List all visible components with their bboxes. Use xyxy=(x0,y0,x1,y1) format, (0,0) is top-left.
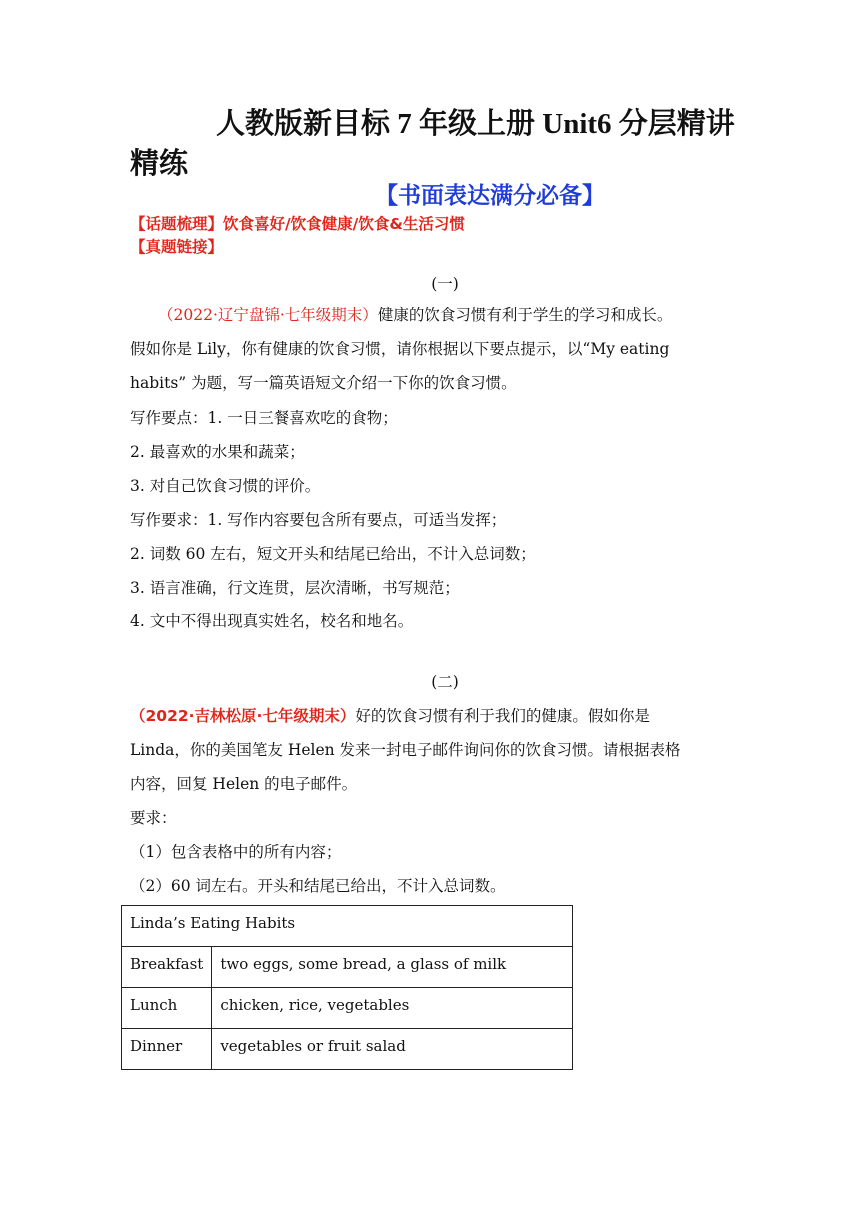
links-label: 【真题链接】 xyxy=(130,238,224,256)
meal-cell: Breakfast xyxy=(122,947,212,988)
table-row xyxy=(122,947,573,988)
writing-points-3: 3. 对自己饮食习惯的评价。 xyxy=(130,477,321,495)
food-cell: vegetables or fruit salad xyxy=(212,1029,573,1070)
part-1-intro-line-2: 假如你是 Lily，你有健康的饮食习惯，请你根据以下要点提示，以“My eating xyxy=(130,340,670,358)
part-2-intro-text: 好的饮食习惯有利于我们的健康。假如你是 xyxy=(355,707,650,725)
part-1-intro-line-3: habits” 为题，写一篇英语短文介绍一下你的饮食习惯。 xyxy=(130,374,517,392)
writing-req-2: 2. 词数 60 左右，短文开头和结尾已给出，不计入总词数； xyxy=(130,545,536,563)
part-2-req-title: 要求： xyxy=(130,809,177,827)
writing-req-1: 写作要求：1. 写作内容要包含所有要点，可适当发挥； xyxy=(130,511,507,529)
writing-points-1: 写作要点：1. 一日三餐喜欢吃的食物； xyxy=(130,409,398,427)
meal-cell: Dinner xyxy=(122,1029,212,1070)
part-2-req-2: （2）60 词左右。开头和结尾已给出，不计入总词数。 xyxy=(130,877,506,895)
table-row xyxy=(122,988,573,1029)
part-2-number: (二) xyxy=(431,673,459,691)
part-1-number: (一) xyxy=(431,275,459,293)
title-line-2: 精练 xyxy=(130,148,189,180)
section-subtitle: 【书面表达满分必备】 xyxy=(375,183,605,209)
part-2-intro-line-2: Linda，你的美国笔友 Helen 发来一封电子邮件询问你的饮食习惯。请根据表格 xyxy=(130,741,681,759)
part-1-source: （2022·辽宁盘锦·七年级期末） xyxy=(158,306,378,324)
writing-req-4: 4. 文中不得出现真实姓名，校名和地名。 xyxy=(130,612,414,630)
part-2-source: （2022·吉林松原·七年级期末） xyxy=(130,707,356,725)
page-title xyxy=(130,104,740,184)
food-cell: chicken, rice, vegetables xyxy=(212,988,573,1029)
eating-habits-table xyxy=(121,905,573,1070)
part-2-req-1: （1）包含表格中的所有内容； xyxy=(130,843,342,861)
meal-cell: Lunch xyxy=(122,988,212,1029)
part-2-intro-line-3: 内容，回复 Helen 的电子邮件。 xyxy=(130,775,358,793)
table-header-cell: Linda’s Eating Habits xyxy=(122,906,573,947)
part-1-intro-text: 健康的饮食习惯有利于学生的学习和成长。 xyxy=(377,306,673,324)
part-2-intro-line-1 xyxy=(130,706,650,726)
writing-points-2: 2. 最喜欢的水果和蔬菜； xyxy=(130,443,305,461)
topic-label: 【话题梳理】饮食喜好/饮食健康/饮食&生活习惯 xyxy=(130,215,465,233)
table-header-row xyxy=(122,906,573,947)
writing-req-3: 3. 语言准确，行文连贯，层次清晰，书写规范； xyxy=(130,579,460,597)
title-line-1: 人教版新目标 7 年级上册 Unit6 分层精讲 xyxy=(216,108,735,140)
part-1-intro-line-1 xyxy=(158,305,672,325)
table-row xyxy=(122,1029,573,1070)
food-cell: two eggs, some bread, a glass of milk xyxy=(212,947,573,988)
